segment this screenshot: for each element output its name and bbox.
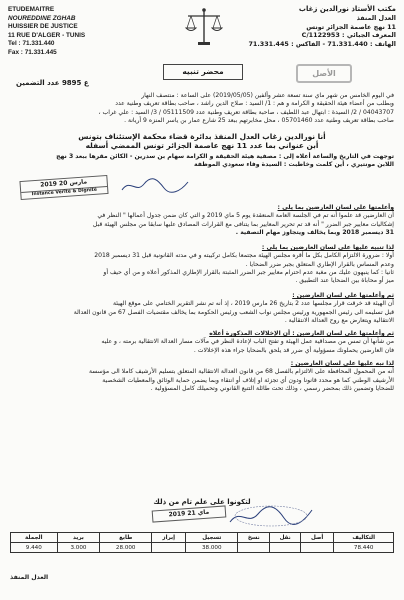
- right-header-line: العدل المنفذ: [356, 13, 396, 22]
- recipient-block: [10, 153, 394, 170]
- body-line: وبطلب من أعضاء هيئة الحقيقة و الكرامة و هم : 1/ السيد : صلاح الدين راشد ، صاحب بطاقة تعريف وطنية عدد: [115, 100, 394, 108]
- section-line: قبل تسليمه الى رئيس الجمهورية ورئيس مجلس نواب الشعب ورئيس الحكومة بما يخالف مقتضيات الفصل 67 من قانون العدالة: [73, 308, 394, 316]
- closing-line: لتكونوا على علم تام من ذلك: [153, 498, 251, 506]
- left-header-line: Tel : 71.331.440: [8, 40, 55, 48]
- section-heading: ثم وأعلمتها على لسان العارضين :: [292, 292, 394, 299]
- huissier-line: أنا نورالدين زغاب العدل المنفذ بدائرة قضاء محكمة الإستئناف بتونس: [78, 132, 326, 141]
- section-2: [10, 244, 394, 285]
- section-line: الانتقالية ويتعارض مع روح العدالة الانتقالية .: [284, 316, 394, 324]
- body-line: في اليوم الخامس من شهر ماي سنة تسعة عشر وألفين (2019/05/05) على الساعة : منتصف النهار: [141, 92, 394, 99]
- left-header-line: ETUDEMAITRE: [8, 6, 55, 13]
- section-line: 31 ديسمبر 2018 وبما يخالف ويتجاوز مهام التصفية .: [235, 228, 394, 236]
- scales-of-justice-icon: [184, 6, 224, 50]
- huissier-signature: [226, 504, 316, 528]
- original-stamp: الأصل: [296, 64, 352, 83]
- section-heading: لذا تنبيه عليها على لسان العارضين بما يلي :: [261, 244, 394, 251]
- table-cell: [152, 543, 186, 553]
- table-header: نسخ: [238, 533, 270, 543]
- table-header: نقل: [270, 533, 300, 543]
- table-header: إبراز: [152, 533, 186, 543]
- section-4: [10, 330, 394, 355]
- section-line: للضحايا وتضمين ذلك بمحضر رسمي ، وذلك تحت طائلة التتبع القانوني وتحميلك كامل المسؤولية .: [150, 384, 394, 392]
- received-date-stamp: [19, 175, 108, 200]
- right-header-line: المعرف الجبائي : 1122953/C: [301, 31, 396, 40]
- table-cell: 78.440: [334, 543, 394, 553]
- section-line: ميز أو محاباة بين الضحايا عند التطبيق .: [295, 277, 394, 285]
- section-line: أن الهيئة قد خرقت قرار مجلسها عدد 2 بتاريخ 26 مارس 2019 ، إذ أنه تم نشر التقرير الختامي على موقع الهيئة: [112, 300, 394, 308]
- section-heading: وأعلمتها على لسان العارضين بما يلي :: [277, 204, 394, 211]
- table-row: [11, 543, 394, 553]
- document-title: محضر تنبيه: [163, 64, 243, 80]
- right-header: [248, 5, 396, 49]
- section-line: أن العارضين قد علموا أنه تم في الجلسة العامة المنعقدة يوم 5 ماي 2019 و التي كان ضمن جدول أعمالها " النظر في: [97, 212, 394, 220]
- table-header: تسجيل: [186, 533, 238, 543]
- section-1: [10, 204, 394, 237]
- section-line: وعدم المساس بالقرار الإطاري المتعلق بجبر ضرر الضحايا .: [245, 260, 394, 268]
- table-cell: [238, 543, 270, 553]
- left-header-line: HUISSIER DE JUSTICE: [8, 23, 78, 31]
- section-heading: ثم وأعلمتها على لسان العارضين : أن الإخلالات المذكورة أعلاه: [209, 330, 394, 337]
- left-header: [8, 6, 120, 58]
- footer-label: العدل المنفذ: [10, 574, 49, 581]
- table-cell: 38.000: [186, 543, 238, 553]
- stamp-label: Instance Vérité & Dignité: [21, 186, 107, 199]
- section-line: فان العارضين يحملونك مسؤولية أي ضرر قد يلحق بالضحايا جراء هذه الإخلالات .: [193, 346, 394, 354]
- recipient-line: توجهت في التاريخ والساعة أعلاه إلى : مصفية هيئة الحقيقة و الكرامة سهام بن سدرين - الكائن مقرها ببعد 3 نهج: [56, 153, 394, 160]
- table-cell: [270, 543, 300, 553]
- intro-block: [10, 92, 394, 125]
- notify-line: أبن عنواني بما عدد 11 نهج عاصمة الجزائر تونس الممضي أسفله: [85, 141, 319, 150]
- body-line: 04043707 / 2/ السيدة : ابتهال عبد اللطيف ، صاحبة بطاقة تعريف وطنية عدد 05111509 / 3/ السيد : علي غراب ،: [98, 108, 394, 116]
- table-cell: 28.000: [100, 543, 152, 553]
- left-header-line: 11 RUE D'ALGER - TUNIS: [8, 31, 86, 39]
- signature-date-stamp: [152, 505, 227, 522]
- table-header: بريد: [57, 533, 100, 543]
- table-cell: 9.440: [11, 543, 58, 553]
- handwritten-signature: [120, 176, 190, 196]
- document-number: ع 9895 عدد التضمين: [16, 79, 89, 87]
- left-header-line: NOUREDDINE ZGHAB: [8, 14, 76, 22]
- recipient-line: اللابن مونتيري ، أين كلمت وخاطبت : السيدة وفاء سعودي الموظفة: [194, 161, 394, 169]
- table-header: أصل: [300, 533, 334, 543]
- section-line: ثانيا : كما ينبهون عليك من مغبة عدم احترام معايير جبر الضرر المثبتة بالقرار الإطاري المذكور أعلاه و من أي حيف أو: [103, 268, 394, 276]
- section-line: أولا : ضرورة الالتزام الكامل بكل ما أقره مجلس الهيئة مجتمعا بكامل تركيبته و في مدته القانونية قبل 31 ديسمبر 2018: [94, 252, 394, 260]
- right-header-line: الهاتف : 71.331.440 - الفاكس : 71.331.445: [248, 40, 396, 49]
- table-cell: 3.000: [57, 543, 100, 553]
- table-header: طابع: [100, 533, 152, 543]
- fees-table: [10, 532, 394, 553]
- right-header-line: مكتب الأستاذ نورالدين زغاب: [298, 5, 396, 13]
- body-line: صاحب بطاقة تعريف وطنية عدد 05701460 ، محل مخابرتهم ببعد 25 شارع عمار بن ياسر المنزه 9 أريانة .: [124, 116, 394, 124]
- table-cell: [300, 543, 334, 553]
- section-heading: لذا نبه عليها على لسان العارضين :: [290, 360, 394, 367]
- signature-date: 2019 ماي 21: [168, 508, 210, 519]
- left-header-line: Fax : 71.331.445: [8, 48, 57, 56]
- section-5: [10, 360, 394, 393]
- stamp-date: 2019 مارس 20: [40, 178, 88, 189]
- section-line: الأرشيف الوطني كما هو محدد قانونا ودون أي تجزئة او إتلاف أو انتقاء وبما يضمن حماية الوثائق والمعطيات الشخصية: [102, 376, 394, 384]
- right-header-line: 11 نهج عاصمة الجزائر تونس: [306, 22, 396, 31]
- table-header: الجملة: [11, 533, 58, 543]
- table-header: التكاليف: [334, 533, 394, 543]
- table-header-row: [11, 533, 394, 543]
- section-3: [10, 292, 394, 325]
- section-line: أنه من المحمول المحافظة على الالتزام بالفصل 68 من قانون العدالة الانتقالية المتعلق بتسليم الأرشيف كاملا الى مؤسسة: [88, 368, 394, 376]
- section-line: إشكاليات معايير جبر الضرر " أنه قد تم تحرير المعايير بما يتنافى مع القرارات المصادق عليها سابقا من مجلس الهيئة قبل: [92, 220, 394, 228]
- section-line: من شأنها أن تمس من مصداقية عمل الهيئة و تفتح الباب لإعادة النظر في مآلات مسار العدالة الانتقالية برمته ، و عليه: [101, 338, 394, 346]
